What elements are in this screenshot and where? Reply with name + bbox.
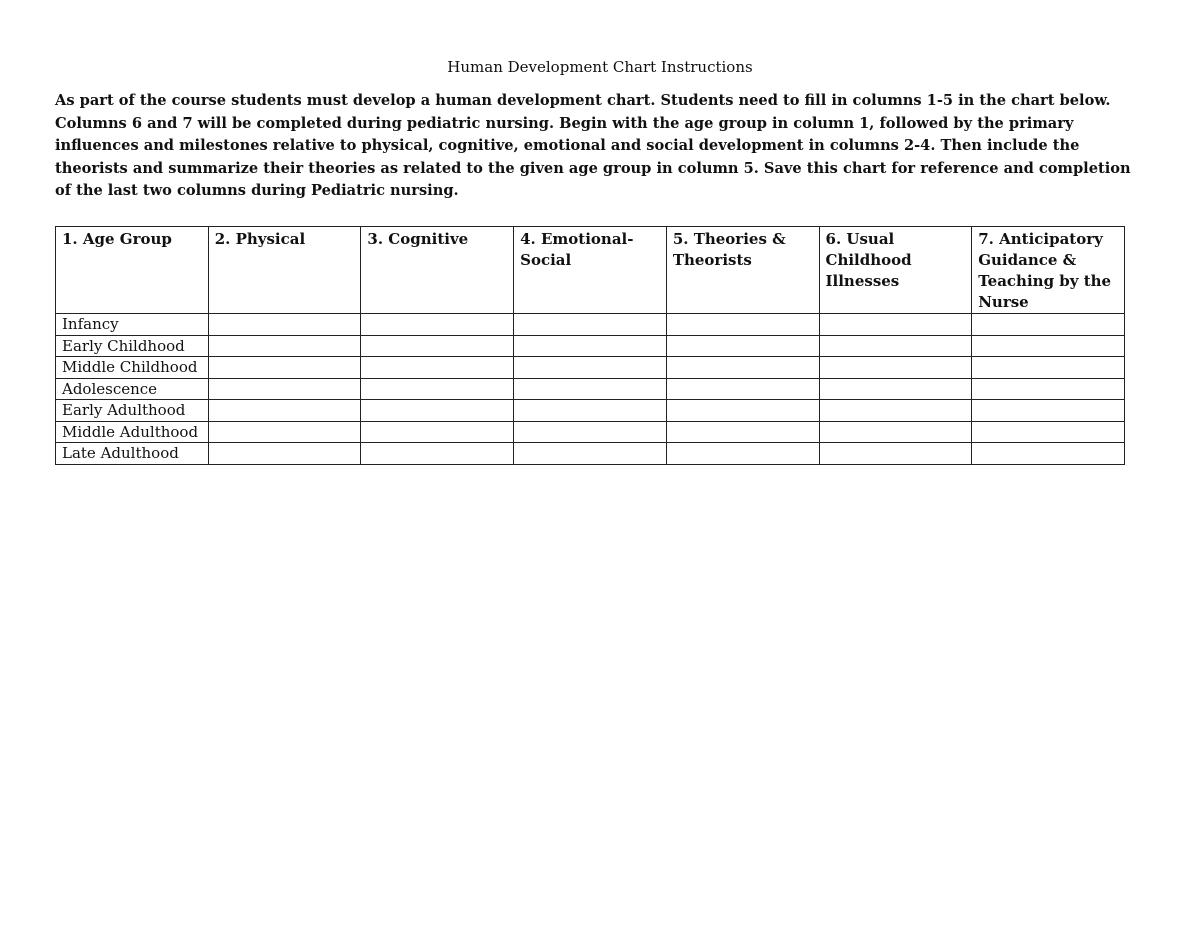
table-cell[interactable] [819,314,972,336]
table-cell[interactable] [972,443,1125,465]
header-usual-childhood-illnesses: 6. Usual Childhood Illnesses [819,227,972,314]
table-cell[interactable] [972,378,1125,400]
table-cell[interactable] [666,357,819,379]
header-row [56,227,1125,314]
table-cell[interactable] [666,400,819,422]
document-title: Human Development Chart Instructions [447,58,753,76]
table-cell[interactable] [514,400,667,422]
table-row [56,443,1125,465]
age-group-cell: Middle Childhood [56,357,209,379]
age-group-cell: Adolescence [56,378,209,400]
table-cell[interactable] [819,421,972,443]
table-row [56,357,1125,379]
table-row [56,421,1125,443]
table-cell[interactable] [361,314,514,336]
table-row [56,335,1125,357]
age-group-cell: Infancy [56,314,209,336]
human-development-chart [55,226,1125,465]
table-cell[interactable] [972,357,1125,379]
table-cell[interactable] [361,443,514,465]
age-group-cell: Early Childhood [56,335,209,357]
header-physical: 2. Physical [208,227,361,314]
table-cell[interactable] [514,378,667,400]
table-cell[interactable] [666,443,819,465]
table-cell[interactable] [208,400,361,422]
table-cell[interactable] [208,335,361,357]
table-cell[interactable] [514,443,667,465]
header-age-group: 1. Age Group [56,227,209,314]
table-row [56,400,1125,422]
table-cell[interactable] [361,357,514,379]
table-cell[interactable] [666,335,819,357]
table-cell[interactable] [514,421,667,443]
table-cell[interactable] [514,357,667,379]
table-cell[interactable] [208,357,361,379]
table-row [56,314,1125,336]
table-cell[interactable] [972,314,1125,336]
table-cell[interactable] [361,378,514,400]
table-cell[interactable] [208,421,361,443]
table-cell[interactable] [819,443,972,465]
table-cell[interactable] [666,378,819,400]
table-cell[interactable] [819,378,972,400]
table-cell[interactable] [666,421,819,443]
table-cell[interactable] [819,335,972,357]
age-group-cell: Middle Adulthood [56,421,209,443]
table-cell[interactable] [514,335,667,357]
age-group-cell: Late Adulthood [56,443,209,465]
instructions-paragraph: As part of the course students must develop a human development chart. Students need to fill in columns 1-5 in the chart below. Columns 6 and 7 will be completed during pediatric nursing. Begin with the age group in column 1, followed by the primary influences and milestones relative to physical, cognitive, emotional and social development in columns 2-4. Then include the theorists and summarize their theories as related to the given age group in column 5. Save this chart for reference and completion of the last two columns during Pediatric nursing. [55,92,1131,199]
header-anticipatory-guidance: 7. Anticipatory Guidance & Teaching by the Nurse [972,227,1125,314]
header-cognitive: 3. Cognitive [361,227,514,314]
header-emotional-social: 4. Emotional-Social [514,227,667,314]
table-cell[interactable] [208,443,361,465]
table-cell[interactable] [361,400,514,422]
table-cell[interactable] [361,335,514,357]
age-group-cell: Early Adulthood [56,400,209,422]
table-cell[interactable] [819,400,972,422]
header-theories-theorists: 5. Theories & Theorists [666,227,819,314]
table-cell[interactable] [972,335,1125,357]
table-cell[interactable] [208,378,361,400]
table-cell[interactable] [666,314,819,336]
table-cell[interactable] [972,400,1125,422]
table-cell[interactable] [972,421,1125,443]
table-cell[interactable] [361,421,514,443]
table-cell[interactable] [819,357,972,379]
table-cell[interactable] [514,314,667,336]
table-cell[interactable] [208,314,361,336]
table-row [56,378,1125,400]
